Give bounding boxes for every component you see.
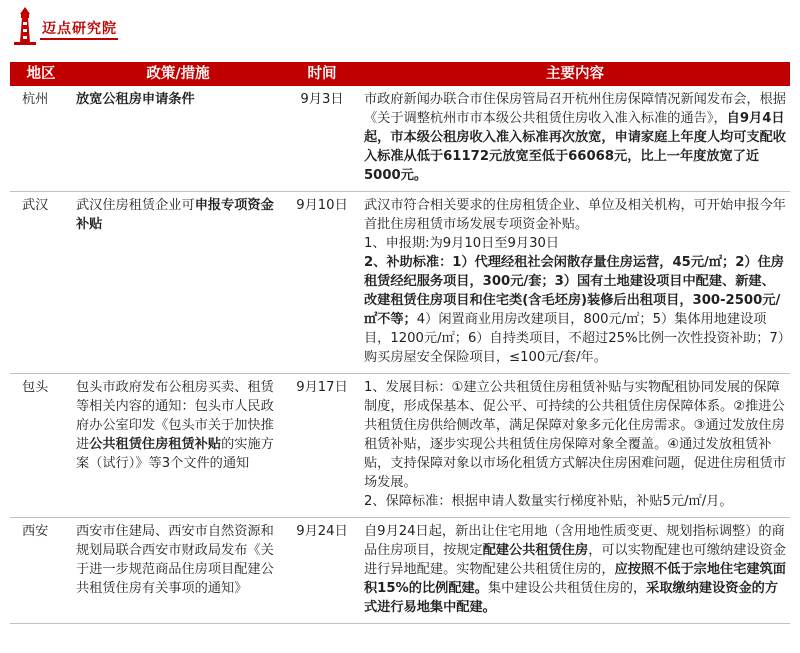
table-row bbox=[10, 374, 790, 518]
header-policy: 政策/措施 bbox=[72, 62, 284, 86]
content-cell bbox=[360, 518, 790, 624]
region-cell: 武汉 bbox=[10, 192, 72, 374]
time-cell: 9月3日 bbox=[284, 86, 360, 192]
region-cell: 西安 bbox=[10, 518, 72, 624]
table-row bbox=[10, 518, 790, 624]
content-text: 市政府新闻办联合市住保房管局召开杭州住房保障情况新闻发布会，根据《关于调整杭州市市本级公共租赁住房收入准入标准的通告》， bbox=[364, 92, 786, 126]
time-cell: 9月24日 bbox=[284, 518, 360, 624]
content-text: 4）闲置商业用房改建项目，800元/㎡；5）集体用地建设项目，1200元/㎡；6）自持类项目，不超过25%比例一次性投资补助；7）购买房屋安全保险项目，≤100元/套/年。 bbox=[364, 312, 785, 365]
policy-cell bbox=[72, 518, 284, 624]
table-row bbox=[10, 192, 790, 374]
policy-text: 的实施方案（试行）》等3个文件的通知 bbox=[76, 437, 274, 471]
time-cell: 9月10日 bbox=[284, 192, 360, 374]
time-cell: 9月17日 bbox=[284, 374, 360, 518]
policy-cell bbox=[72, 86, 284, 192]
content-text: 2、补助标准：1）代理经租社会闲散存量住房运营，45元/㎡；2）住房租赁经纪服务项目，300元/套；3）国有土地建设项目中配建、新建、改建租赁住房项目和住宅类(含毛坯房)装修后出租项目，300-2500元/㎡不等； bbox=[364, 255, 784, 327]
content-text: 自9月4日起，市本级公租房收入准入标准再次放宽，申请家庭上年度人均可支配收入标准从低于61172元放宽至低于66068元，比上一年度放宽了近5000元。 bbox=[364, 111, 786, 183]
content-cell bbox=[360, 86, 790, 192]
header-region: 地区 bbox=[10, 62, 72, 86]
content-text: 自9月24日起，新出让住宅用地（含用地性质变更、规划指标调整）的商品住房项目，按规定 bbox=[364, 524, 785, 558]
content-text: 1、申报期:为9月10日至9月30日 bbox=[364, 236, 560, 251]
content-text: 配建公共租赁住房 bbox=[482, 543, 589, 558]
policy-table bbox=[10, 62, 790, 624]
content-text: 集中建设公共租赁住房的， bbox=[487, 581, 647, 596]
header-time: 时间 bbox=[284, 62, 360, 86]
table-header-row bbox=[10, 62, 790, 86]
content-text: 1、发展目标：①建立公共租赁住房租赁补贴与实物配租协同发展的保障制度，形成保基本、促公平、可持续的公共租赁住房保障体系。②推进公共租赁住房供给侧改革，满足保障对象多元化住房需求。③通过发放住房租赁补贴，逐步实现公共租赁住房保障对象全覆盖。④通过发放租赁补贴，支持保障对象以市场化租赁方式解决住房困难问题，促进住房租赁市场发展。 bbox=[364, 380, 786, 490]
content-text: 采取缴纳建设资金的方式进行易地集中配建。 bbox=[364, 581, 779, 615]
header-content: 主要内容 bbox=[360, 62, 790, 86]
lighthouse-icon bbox=[12, 6, 38, 46]
logo-text: 迈点研究院 bbox=[42, 21, 117, 37]
content-text: 2、保障标准：根据申请人数量实行梯度补贴，补贴5元/㎡/月。 bbox=[364, 494, 733, 509]
policy-cell bbox=[72, 192, 284, 374]
policy-text: 申报专项资金补贴 bbox=[76, 198, 274, 232]
content-text: ，可以实物配建也可缴纳建设资金进行异地配建。实物配建公共租赁住房的， bbox=[364, 543, 786, 577]
content-text: 应按照不低于宗地住宅建筑面积15%的比例配建。 bbox=[364, 562, 786, 596]
policy-text: 放宽公租房申请条件 bbox=[76, 92, 195, 107]
policy-text: 包头市政府发布公租房买卖、租赁等相关内容的通知：包头市人民政府办公室印发《包头市关于加快推进 bbox=[76, 380, 274, 452]
content-cell bbox=[360, 374, 790, 518]
policy-text: 武汉住房租赁企业可 bbox=[76, 198, 195, 213]
logo-underline bbox=[40, 38, 118, 40]
policy-text: 西安市住建局、西安市自然资源和规划局联合西安市财政局发布《关于进一步规范商品住房项目配建公共租赁住房有关事项的通知》 bbox=[76, 524, 274, 596]
logo bbox=[12, 6, 132, 46]
region-cell: 杭州 bbox=[10, 86, 72, 192]
region-cell: 包头 bbox=[10, 374, 72, 518]
content-text: 武汉市符合相关要求的住房租赁企业、单位及相关机构，可开始申报今年首批住房租赁市场发展专项资金补贴。 bbox=[364, 198, 786, 232]
policy-text: 公共租赁住房租赁补贴 bbox=[89, 437, 222, 452]
content-cell bbox=[360, 192, 790, 374]
table-row bbox=[10, 86, 790, 192]
policy-cell bbox=[72, 374, 284, 518]
